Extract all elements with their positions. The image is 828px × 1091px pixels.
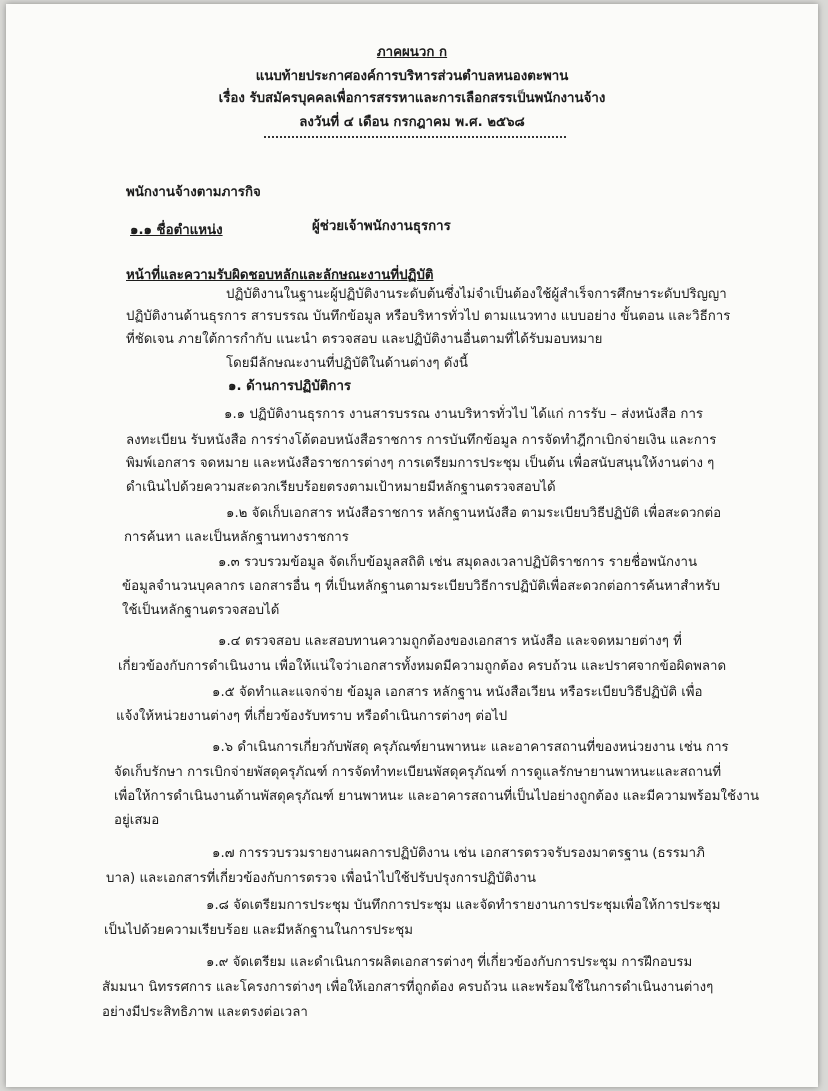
paragraph-line: ปฏิบัติงานในฐานะผู้ปฏิบัติงานระดับต้นซึ่งไม่จำเป็นต้องใช้ผู้สำเร็จการศึกษาระดับปริญญา [226,287,727,302]
section-heading: ๑. ด้านการปฏิบัติการ [228,379,352,394]
appendix-title: ภาคผนวก ก [376,45,448,60]
document-page [6,4,818,1087]
position-label: ๑.๑ ชื่อตำแหน่ง [130,223,223,238]
paragraph-line: การค้นหา และเป็นหลักฐานทางราชการ [124,530,349,545]
paragraph-line: ๑.๗ การรวบรวมรายงานผลการปฏิบัติงาน เช่น เอกสารตรวจรับรองมาตรฐาน (ธรรมาภิ [212,846,705,861]
paragraph-line: ที่ชัดเจน ภายใต้การกำกับ แนะนำ ตรวจสอบ และปฏิบัติงานอื่นตามที่ได้รับมอบหมาย [126,332,603,347]
paragraph-line: เกี่ยวข้องกับการดำเนินงาน เพื่อให้แน่ใจว่าเอกสารทั้งหมดมีความถูกต้อง ครบถ้วน และปราศจากข้อผิดพลาด [118,659,727,674]
paragraph-line: จัดเก็บรักษา การเบิกจ่ายพัสดุครุภัณฑ์ การจัดทำทะเบียนพัสดุครุภัณฑ์ การดูแลรักษายานพาหนะและสถานที่ [114,765,722,780]
paragraph-line: แจ้งให้หน่วยงานต่างๆ ที่เกี่ยวข้องรับทราบ หรือดำเนินการต่างๆ ต่อไป [116,709,508,724]
paragraph-line: ๑.๓ รวบรวมข้อมูล จัดเก็บข้อมูลสถิติ เช่น สมุดลงเวลาปฏิบัติราชการ รายชื่อพนักงาน [218,555,698,570]
paragraph-line: ๑.๑ ปฏิบัติงานธุรการ งานสารบรรณ งานบริหารทั่วไป ได้แก่ การรับ – ส่งหนังสือ การ [224,407,704,422]
subject-line: เรื่อง รับสมัครบุคคลเพื่อการสรรหาและการเลือกสรรเป็นพนักงานจ้าง [218,91,606,106]
paragraph-line: ข้อมูลจำนวนบุคลากร เอกสารอื่น ๆ ที่เป็นหลักฐานตามระเบียบวิธีการปฏิบัติเพื่อสะดวกต่อการค้นหาสำหรับ [122,579,721,594]
duties-heading: หน้าที่และความรับผิดชอบหลักและลักษณะงานที่ปฏิบัติ [126,268,434,283]
paragraph-line: สัมมนา นิทรรศการ และโครงการต่างๆ เพื่อให้เอกสารที่ถูกต้อง ครบถ้วน และพร้อมใช้ในการดำเนินงานต่างๆ [102,980,714,995]
paragraph-line: ปฏิบัติงานด้านธุรการ สารบรรณ บันทึกข้อมูล หรือบริหารทั่วไป ตามแนวทาง แบบอย่าง ขั้นตอน และวิธีการ [126,309,731,324]
paragraph-line: ๑.๕ จัดทำและแจกจ่าย ข้อมูล เอกสาร หลักฐาน หนังสือเวียน หรือระเบียบวิธีปฏิบัติ เพื่อ [212,685,703,700]
paragraph-line: ดำเนินไปด้วยความสะดวกเรียบร้อยตรงตามเป้าหมายมีหลักฐานตรวจสอบได้ [126,480,556,495]
paragraph-line: อยู่เสมอ [114,813,160,828]
paragraph-line: อย่างมีประสิทธิภาพ และตรงต่อเวลา [102,1005,308,1020]
paragraph-line: ๑.๙ จัดเตรียม และดำเนินการผลิตเอกสารต่างๆ ที่เกี่ยวข้องกับการประชุม การฝึกอบรม [206,955,693,970]
paragraph-line: ๑.๘ จัดเตรียมการประชุม บันทึกการประชุม และจัดทำรายงานการประชุมเพื่อให้การประชุม [206,898,721,913]
paragraph-line: ๑.๔ ตรวจสอบ และสอบทานความถูกต้องของเอกสาร หนังสือ และจดหมายต่างๆ ที่ [218,634,682,649]
paragraph-line: โดยมีลักษณะงานที่ปฏิบัติในด้านต่างๆ ดังนี้ [226,356,468,371]
paragraph-line: พิมพ์เอกสาร จดหมาย และหนังสือราชการต่างๆ การเตรียมการประชุม เป็นต้น เพื่อสนับสนุนให้งานต่าง ๆ [126,456,715,471]
paragraph-line: บาล) และเอกสารที่เกี่ยวข้องกับการตรวจ เพื่อนำไปใช้ปรับปรุงการปฏิบัติงาน [106,871,536,886]
date-line: ลงวันที่ ๔ เดือน กรกฎาคม พ.ศ. ๒๕๖๘ [299,115,525,130]
employee-type: พนักงานจ้างตามภารกิจ [126,185,261,200]
paragraph-line: ลงทะเบียน รับหนังสือ การร่างโต้ตอบหนังสือราชการ การบันทึกข้อมูล การจัดทำฎีกาเบิกจ่ายเงิน และการ [126,433,717,448]
position-value: ผู้ช่วยเจ้าพนักงานธุรการ [312,219,451,234]
paragraph-line: เป็นไปด้วยความเรียบร้อย และมีหลักฐานในการประชุม [104,923,413,938]
dotted-separator [264,136,566,138]
paragraph-line: ใช้เป็นหลักฐานตรวจสอบได้ [122,603,280,618]
paragraph-line: เพื่อให้การดำเนินงานด้านพัสดุครุภัณฑ์ ยานพาหนะ และอาคารสถานที่เป็นไปอย่างถูกต้อง และมีความพร้อมใช้งาน [114,789,760,804]
paragraph-line: ๑.๖ ดำเนินการเกี่ยวกับพัสดุ ครุภัณฑ์ยานพาหนะ และอาคารสถานที่ของหน่วยงาน เช่น การ [212,740,729,755]
announcement-line: แนบท้ายประกาศองค์การบริหารส่วนตำบลหนองตะพาน [255,69,569,84]
paragraph-line: ๑.๒ จัดเก็บเอกสาร หนังสือราชการ หลักฐานหนังสือ ตามระเบียบวิธีปฏิบัติ เพื่อสะดวกต่อ [226,506,722,521]
